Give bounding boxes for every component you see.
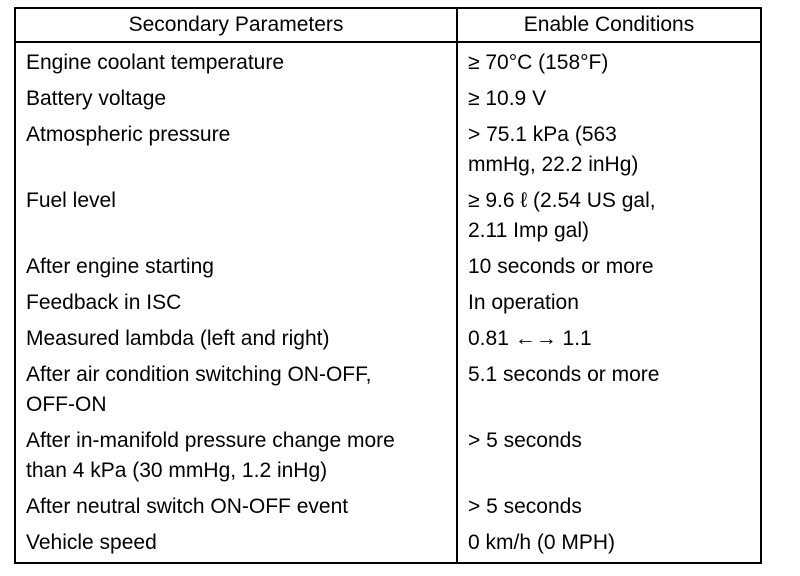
- parameter-cell: After air condition switching ON-OFF, OFF-ON: [15, 357, 457, 423]
- parameter-cell: After engine starting: [15, 249, 457, 285]
- parameter-cell: Measured lambda (left and right): [15, 321, 457, 357]
- parameter-cell: Atmospheric pressure: [15, 117, 457, 183]
- condition-cell: > 5 seconds: [457, 423, 761, 489]
- condition-cell: 10 seconds or more: [457, 249, 761, 285]
- condition-cell: ≥ 9.6 ℓ (2.54 US gal, 2.11 Imp gal): [457, 183, 761, 249]
- table-row: [15, 357, 761, 423]
- table-row: [15, 42, 761, 81]
- parameter-cell: Engine coolant temperature: [15, 42, 457, 81]
- condition-cell: ≥ 70°C (158°F): [457, 42, 761, 81]
- condition-cell: 5.1 seconds or more: [457, 357, 761, 423]
- table-row: [15, 249, 761, 285]
- table-header: [15, 8, 761, 42]
- table-row: [15, 81, 761, 117]
- table-row: [15, 183, 761, 249]
- parameter-cell: Fuel level: [15, 183, 457, 249]
- table-body: [15, 42, 761, 563]
- parameter-cell: Vehicle speed: [15, 525, 457, 563]
- enable-conditions-table: [14, 7, 762, 564]
- table-row: [15, 285, 761, 321]
- condition-cell: In operation: [457, 285, 761, 321]
- parameter-cell: After neutral switch ON-OFF event: [15, 489, 457, 525]
- condition-cell: > 75.1 kPa (563 mmHg, 22.2 inHg): [457, 117, 761, 183]
- table-row: [15, 321, 761, 357]
- condition-cell: 0 km/h (0 MPH): [457, 525, 761, 563]
- parameter-cell: Battery voltage: [15, 81, 457, 117]
- condition-cell: 0.81 ←→ 1.1: [457, 321, 761, 357]
- table-row: [15, 423, 761, 489]
- table-row: [15, 117, 761, 183]
- parameter-cell: After in-manifold pressure change more than 4 kPa (30 mmHg, 1.2 inHg): [15, 423, 457, 489]
- table-row: [15, 489, 761, 525]
- header-row: [15, 8, 761, 42]
- condition-cell: ≥ 10.9 V: [457, 81, 761, 117]
- header-enable-conditions: Enable Conditions: [457, 8, 761, 42]
- table-row: [15, 525, 761, 563]
- header-secondary-parameters: Secondary Parameters: [15, 8, 457, 42]
- parameter-cell: Feedback in ISC: [15, 285, 457, 321]
- condition-cell: > 5 seconds: [457, 489, 761, 525]
